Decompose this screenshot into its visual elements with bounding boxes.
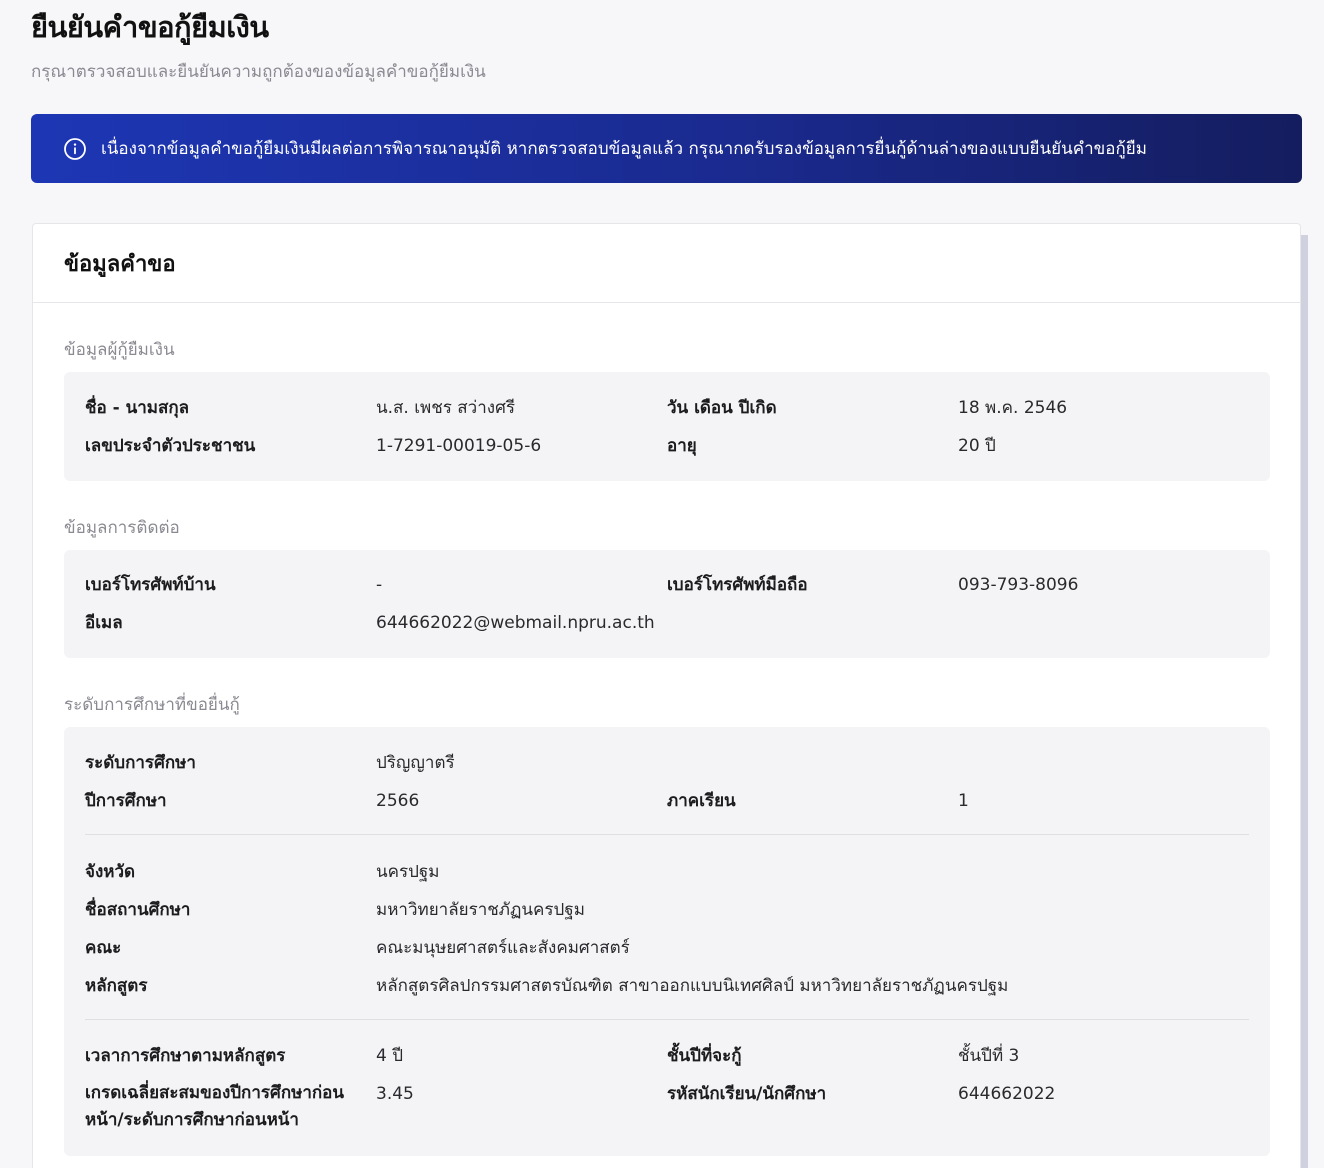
student-id-label: รหัสนักเรียน/นักศึกษา: [667, 1084, 827, 1104]
education-row-duration: [64, 1042, 1270, 1070]
birthdate-label: วัน เดือน ปีเกิด: [667, 398, 777, 418]
contact-row-1: [64, 571, 1270, 599]
school-value: มหาวิทยาลัยราชภัฏนครปฐม: [376, 900, 585, 920]
education-row-gpa: [64, 1080, 1270, 1130]
semester-value: 1: [958, 791, 969, 811]
education-info-panel: [64, 727, 1270, 1156]
card-title: ข้อมูลคำขอ: [64, 251, 176, 277]
name-value: น.ส. เพชร สว่างศรี: [376, 398, 515, 418]
semester-label: ภาคเรียน: [667, 791, 736, 811]
education-row-program: [64, 972, 1270, 1000]
faculty-value: คณะมนุษยศาสตร์และสังคมศาสตร์: [376, 938, 630, 958]
education-row-faculty: [64, 934, 1270, 962]
age-value: 20 ปี: [958, 436, 996, 456]
section-divider: [85, 1019, 1249, 1020]
education-row-level: [64, 749, 1270, 777]
card-shadow: [1300, 235, 1308, 1168]
class-year-value: ชั้นปีที่ 3: [958, 1046, 1020, 1066]
borrower-row-1: [64, 394, 1270, 422]
citizen-id-value: 1-7291-00019-05-6: [376, 436, 542, 456]
province-value: นครปฐม: [376, 862, 440, 882]
card-header: [33, 224, 1300, 303]
study-duration-label: เวลาการศึกษาตามหลักสูตร: [85, 1046, 286, 1066]
school-label: ชื่อสถานศึกษา: [85, 900, 191, 920]
request-info-card: [32, 223, 1301, 1168]
program-value: หลักสูตรศิลปกรรมศาสตรบัณฑิต สาขาออกแบบนิเทศศิลป์ มหาวิทยาลัยราชภัฏนครปฐม: [376, 976, 1009, 996]
contact-info-panel: [64, 550, 1270, 658]
page-subtitle: กรุณาตรวจสอบและยืนยันความถูกต้องของข้อมูลคำขอกู้ยืมเงิน: [31, 62, 486, 82]
program-label: หลักสูตร: [85, 976, 148, 996]
education-row-year: [64, 787, 1270, 815]
alert-message: เนื่องจากข้อมูลคำขอกู้ยืมเงินมีผลต่อการพิจารณาอนุมัติ หากตรวจสอบข้อมูลแล้ว กรุณากดรับรองข้อมูลการยื่นกู้ด้านล่างของแบบยืนยันคำขอกู้ยืม: [101, 139, 1147, 159]
borrower-row-2: [64, 432, 1270, 460]
section-divider: [85, 834, 1249, 835]
name-label: ชื่อ - นามสกุล: [85, 398, 190, 418]
email-label: อีเมล: [85, 613, 123, 633]
home-phone-label: เบอร์โทรศัพท์บ้าน: [85, 575, 216, 595]
gpa-value: 3.45: [376, 1084, 414, 1104]
page-title: ยืนยันคำขอกู้ยืมเงิน: [31, 10, 269, 44]
academic-year-value: 2566: [376, 791, 420, 811]
email-value: 644662022@webmail.npru.ac.th: [376, 613, 655, 633]
education-level-value: ปริญญาตรี: [376, 753, 455, 773]
education-row-province: [64, 858, 1270, 886]
province-label: จังหวัด: [85, 862, 136, 882]
borrower-section-title: ข้อมูลผู้กู้ยืมเงิน: [64, 340, 175, 360]
birthdate-value: 18 พ.ค. 2546: [958, 398, 1068, 418]
student-id-value: 644662022: [958, 1084, 1056, 1104]
academic-year-label: ปีการศึกษา: [85, 791, 167, 811]
study-duration-value: 4 ปี: [376, 1046, 404, 1066]
contact-section-title: ข้อมูลการติดต่อ: [64, 518, 180, 538]
education-row-school: [64, 896, 1270, 924]
info-alert-banner: [31, 114, 1302, 183]
home-phone-value: -: [376, 575, 383, 595]
education-level-label: ระดับการศึกษา: [85, 753, 196, 773]
gpa-label: เกรดเฉลี่ยสะสมของปีการศึกษาก่อนหน้า/ระดับการศึกษาก่อนหน้า: [85, 1083, 344, 1130]
class-year-label: ชั้นปีที่จะกู้: [667, 1046, 742, 1066]
contact-row-2: [64, 609, 1270, 637]
education-section-title: ระดับการศึกษาที่ขอยื่นกู้: [64, 695, 240, 715]
mobile-phone-value: 093-793-8096: [958, 575, 1079, 595]
borrower-info-panel: [64, 372, 1270, 481]
mobile-phone-label: เบอร์โทรศัพท์มือถือ: [667, 575, 808, 595]
age-label: อายุ: [667, 436, 697, 456]
faculty-label: คณะ: [85, 938, 122, 958]
citizen-id-label: เลขประจำตัวประชาชน: [85, 436, 256, 456]
info-icon: [63, 137, 87, 161]
